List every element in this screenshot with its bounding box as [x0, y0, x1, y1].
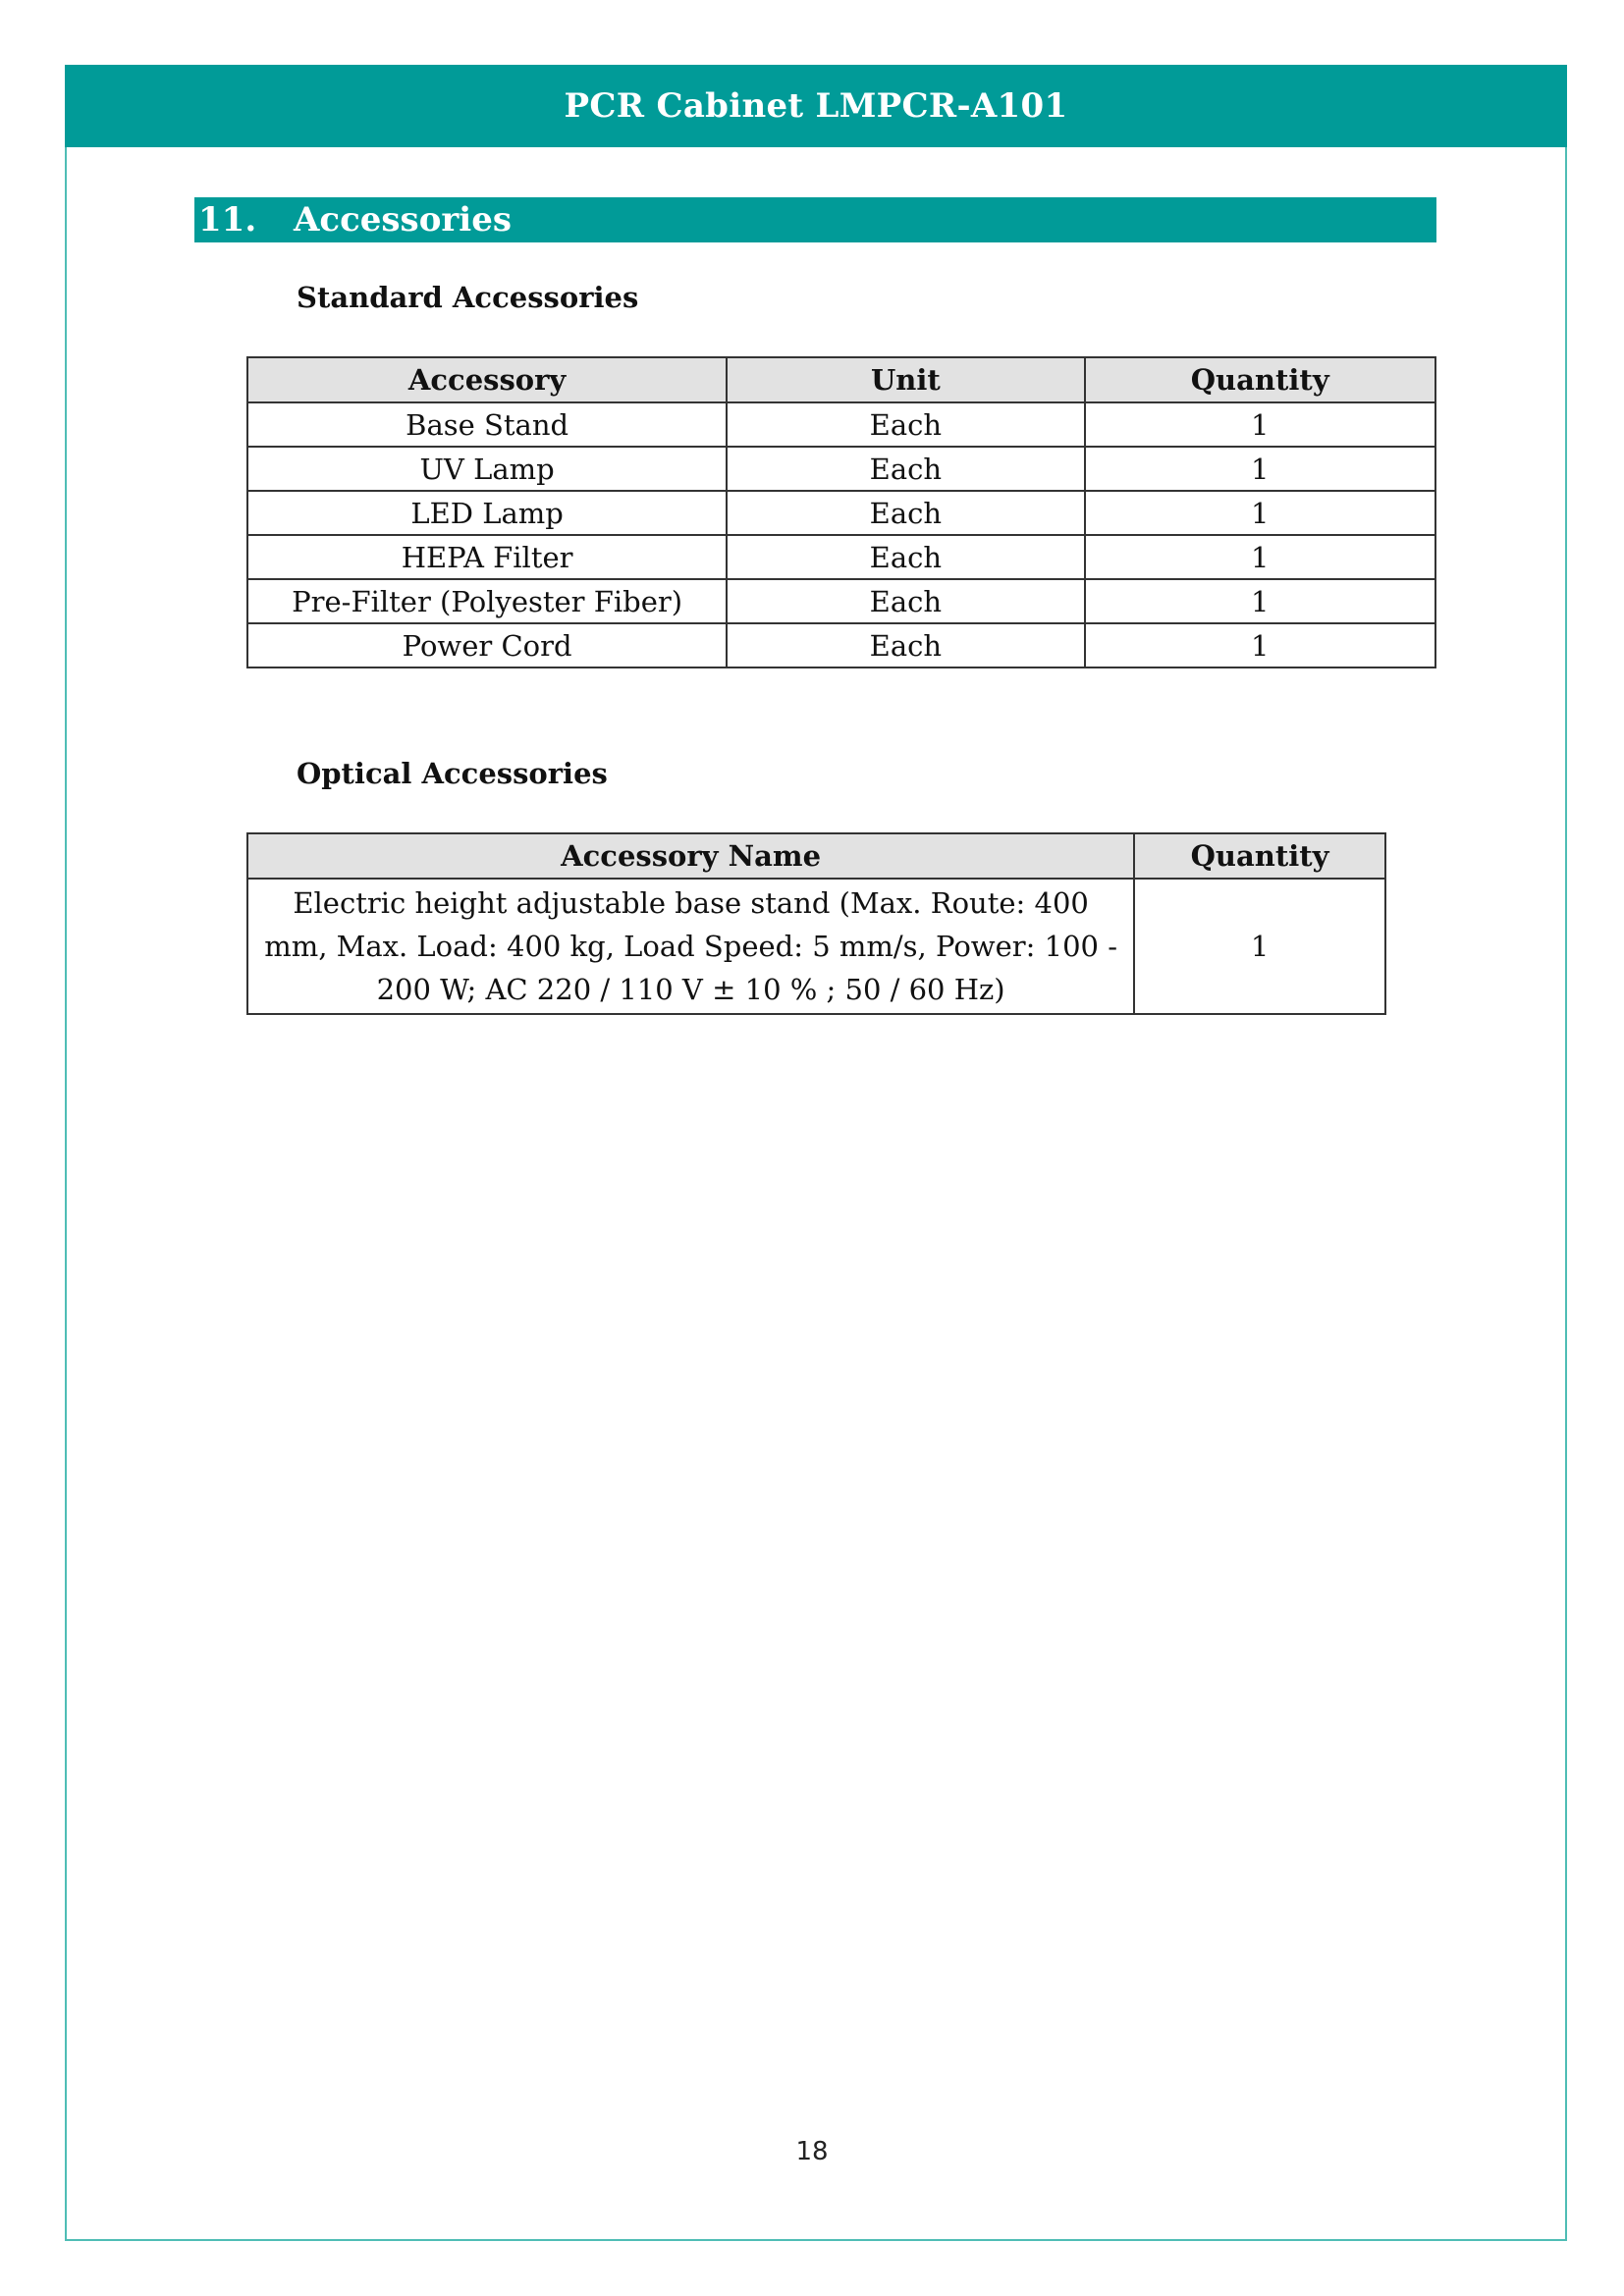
- quantity-cell: 1: [1085, 535, 1436, 579]
- optical-accessories-heading: Optical Accessories: [297, 757, 608, 790]
- column-header-quantity: Quantity: [1085, 357, 1436, 402]
- section-title: Accessories: [294, 200, 512, 240]
- column-header-accessory: Accessory: [247, 357, 727, 402]
- unit-cell: Each: [727, 402, 1084, 447]
- accessory-cell: Pre-Filter (Polyester Fiber): [247, 579, 727, 623]
- accessory-cell: UV Lamp: [247, 447, 727, 491]
- accessory-cell: Base Stand: [247, 402, 727, 447]
- page-number: 18: [795, 2137, 829, 2166]
- table-header-row: [247, 357, 1435, 402]
- table-header-row: [247, 833, 1385, 879]
- accessory-cell: HEPA Filter: [247, 535, 727, 579]
- unit-cell: Each: [727, 535, 1084, 579]
- unit-cell: Each: [727, 447, 1084, 491]
- standard-accessories-table: [246, 356, 1436, 668]
- optical-accessories-table: [246, 832, 1386, 1015]
- table-row: [247, 402, 1435, 447]
- column-header-unit: Unit: [727, 357, 1084, 402]
- table-row: [247, 491, 1435, 535]
- quantity-cell: 1: [1134, 879, 1385, 1014]
- unit-cell: Each: [727, 491, 1084, 535]
- column-header-quantity: Quantity: [1134, 833, 1385, 879]
- table-row: [247, 447, 1435, 491]
- quantity-cell: 1: [1085, 623, 1436, 667]
- table-row: [247, 579, 1435, 623]
- document-title: PCR Cabinet LMPCR-A101: [564, 86, 1068, 126]
- quantity-cell: 1: [1085, 402, 1436, 447]
- accessory-cell: LED Lamp: [247, 491, 727, 535]
- unit-cell: Each: [727, 623, 1084, 667]
- table-row: [247, 879, 1385, 1014]
- table-row: [247, 623, 1435, 667]
- quantity-cell: 1: [1085, 447, 1436, 491]
- quantity-cell: 1: [1085, 491, 1436, 535]
- section-number: 11.: [198, 200, 257, 240]
- section-heading: [194, 197, 1436, 242]
- table-row: [247, 535, 1435, 579]
- standard-accessories-heading: Standard Accessories: [297, 281, 639, 314]
- accessory-name-cell: Electric height adjustable base stand (Max. Route: 400 mm, Max. Load: 400 kg, Load Speed: 5 mm/s, Power: 100 - 200 W; AC 220 / 110 V ± 10 % ; 50 / 60 Hz): [247, 879, 1134, 1014]
- accessory-cell: Power Cord: [247, 623, 727, 667]
- unit-cell: Each: [727, 579, 1084, 623]
- column-header-accessory-name: Accessory Name: [247, 833, 1134, 879]
- quantity-cell: 1: [1085, 579, 1436, 623]
- document-header: [65, 65, 1567, 147]
